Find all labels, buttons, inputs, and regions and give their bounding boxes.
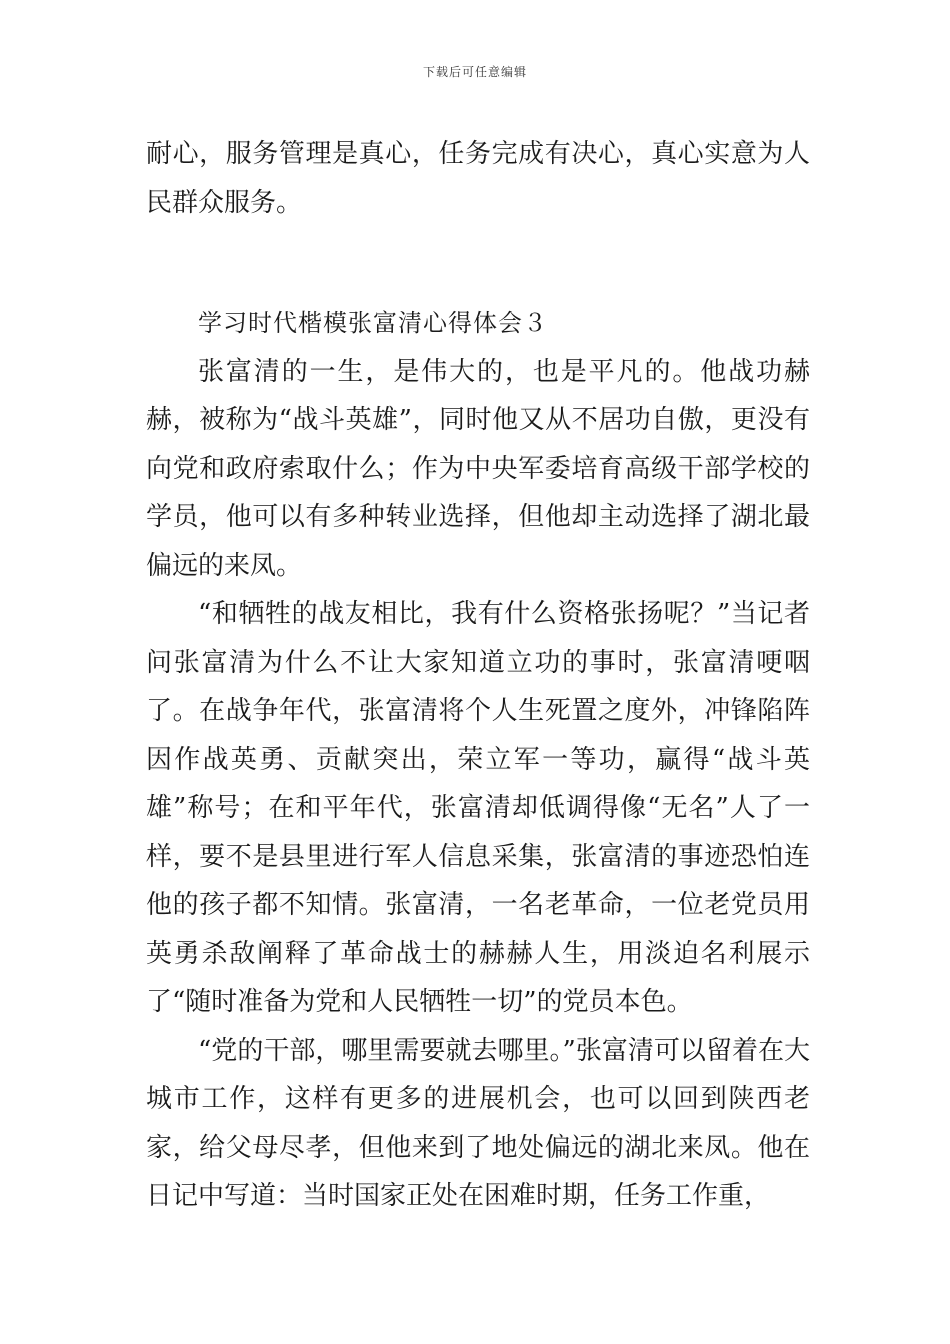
body-paragraph-3: “党的干部，哪里需要就去哪里。”张富清可以留着在大城市工作，这样有更多的进展机会，也可以回到陕西老家，给父母尽孝，但他来到了地处偏远的湖北来凤。他在日记中写道：当时国家正处在困难时期，任务工作重， (146, 1035, 810, 1211)
body-paragraph-2: “和牺牲的战友相比，我有什么资格张扬呢？”当记者问张富清为什么不让大家知道立功的事时，张富清哽咽了。在战争年代，张富清将个人生死置之度外，冲锋陷阵因作战英勇、贡献突出，荣立军一等功，赢得“战斗英雄”称号；在和平年代，张富清却低调得像“无名”人了一样，要不是县里进行军人信息采集，张富清的事迹恐怕连他的孩子都不知情。张富清，一名老革命，一位老党员用英勇杀敌阐释了革命战士的赫赫人生，用淡迫名利展示了“随时准备为党和人民牺牲一切”的党员本色。 (146, 599, 810, 1017)
section-title: 学习时代楷模张富清心得体会３ (198, 309, 548, 337)
body-paragraph-1: 张富清的一生，是伟大的，也是平凡的。他战功赫赫，被称为“战斗英雄”，同时他又从不居功自傲，更没有向党和政府索取什么；作为中央军委培育高级干部学校的学员，他可以有多种转业选择，但他却主动选择了湖北最偏远的来凤。 (146, 356, 810, 581)
document-body (146, 130, 810, 1221)
section-spacer (146, 227, 810, 299)
page-header-note: 下载后可任意编辑 (422, 65, 527, 79)
intro-paragraph: 耐心，服务管理是真心，任务完成有决心，真心实意为人民群众服务。 (146, 139, 810, 218)
